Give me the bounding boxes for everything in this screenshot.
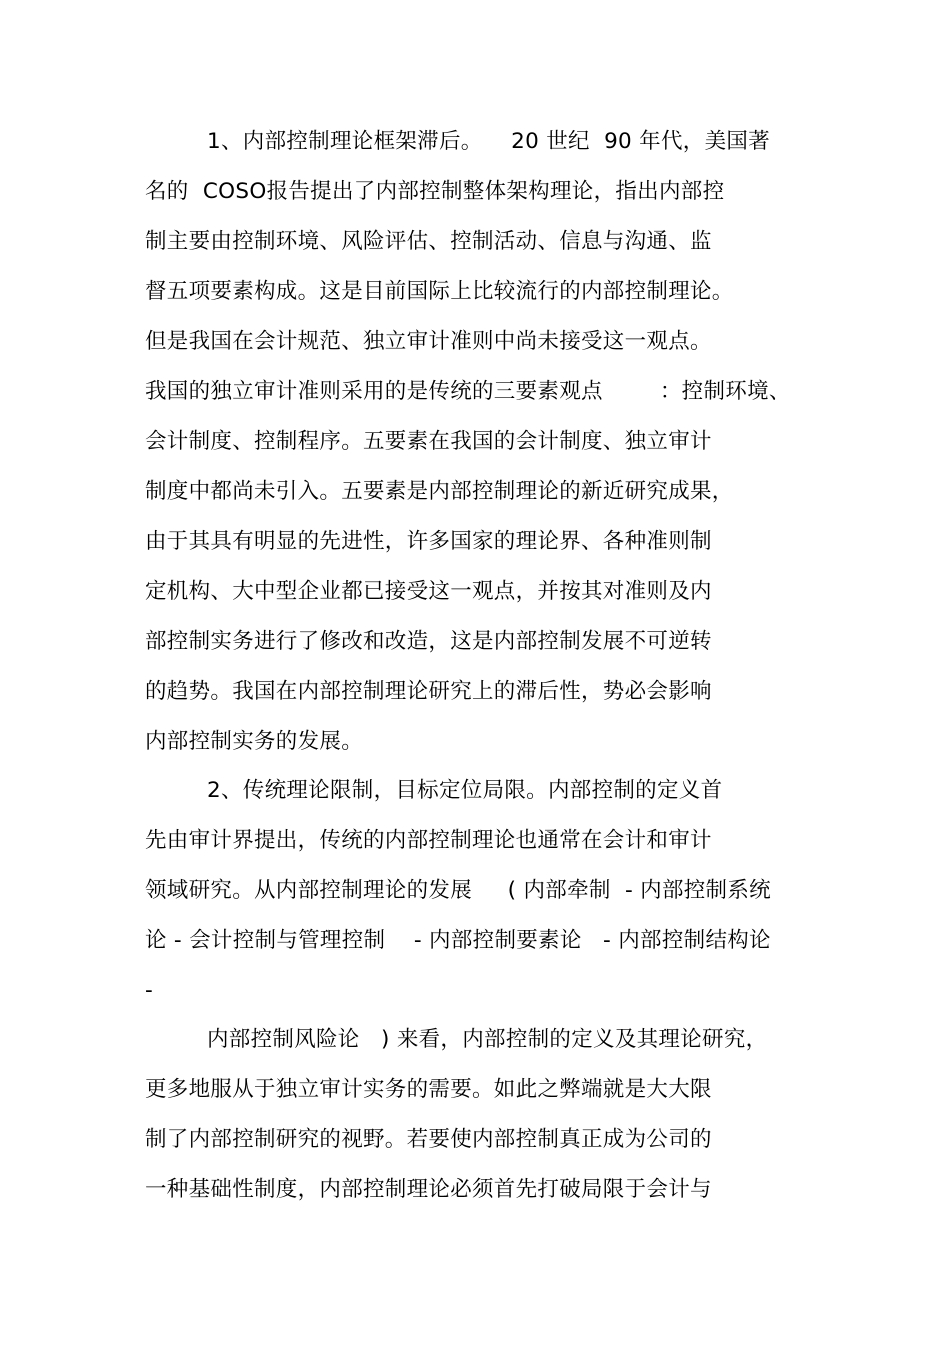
paragraph-2-line-4: 论 - 会计控制与管理控制 - 内部控制要素论 - 内部控制结构论	[145, 928, 771, 953]
paragraph-2-line-3: 领域研究。从内部控制理论的发展 ( 内部牵制 - 内部控制系统	[145, 878, 771, 903]
paragraph-1-line-3: 制主要由控制环境、风险评估、控制活动、信息与沟通、监	[145, 229, 712, 254]
paragraph-1-line-7: 会计制度、控制程序。五要素在我国的会计制度、独立审计	[145, 429, 712, 454]
paragraph-1-line-10: 定机构、大中型企业都已接受这一观点，并按其对准则及内	[145, 579, 712, 604]
paragraph-2-line-1: 2、传统理论限制，目标定位局限。内部控制的定义首	[207, 778, 723, 803]
paragraph-1-line-9: 由于其具有明显的先进性，许多国家的理论界、各种准则制	[145, 529, 712, 554]
paragraph-1-line-2: 名的 COSO报告提出了内部控制整体架构理论，指出内部控	[145, 179, 725, 204]
paragraph-1-line-6: 我国的独立审计准则采用的是传统的三要素观点 ：控制环境、	[145, 379, 791, 404]
paragraph-2-line-2: 先由审计界提出，传统的内部控制理论也通常在会计和审计	[145, 828, 712, 853]
paragraph-1-line-11: 部控制实务进行了修改和改造，这是内部控制发展不可逆转	[145, 629, 712, 654]
paragraph-1-line-1: 1、内部控制理论框架滞后。 20 世纪 90 年代，美国著	[207, 129, 770, 154]
paragraph-1-line-13: 内部控制实务的发展。	[145, 729, 364, 754]
paragraph-3-line-3: 制了内部控制研究的视野。若要使内部控制真正成为公司的	[145, 1127, 712, 1152]
paragraph-2-line-5: -	[145, 978, 154, 1003]
paragraph-3-line-1: 内部控制风险论 ) 来看，内部控制的定义及其理论研究，	[207, 1027, 768, 1052]
paragraph-1-line-4: 督五项要素构成。这是目前国际上比较流行的内部控制理论。	[145, 279, 734, 304]
paragraph-1-line-8: 制度中都尚未引入。五要素是内部控制理论的新近研究成果，	[145, 479, 734, 504]
paragraph-3-line-2: 更多地服从于独立审计实务的需要。如此之弊端就是大大限	[145, 1077, 712, 1102]
paragraph-1-line-5: 但是我国在会计规范、独立审计准则中尚未接受这一观点。	[145, 329, 712, 354]
paragraph-3-line-4: 一种基础性制度，内部控制理论必须首先打破局限于会计与	[145, 1177, 712, 1202]
paragraph-1-line-12: 的趋势。我国在内部控制理论研究上的滞后性，势必会影响	[145, 679, 712, 704]
